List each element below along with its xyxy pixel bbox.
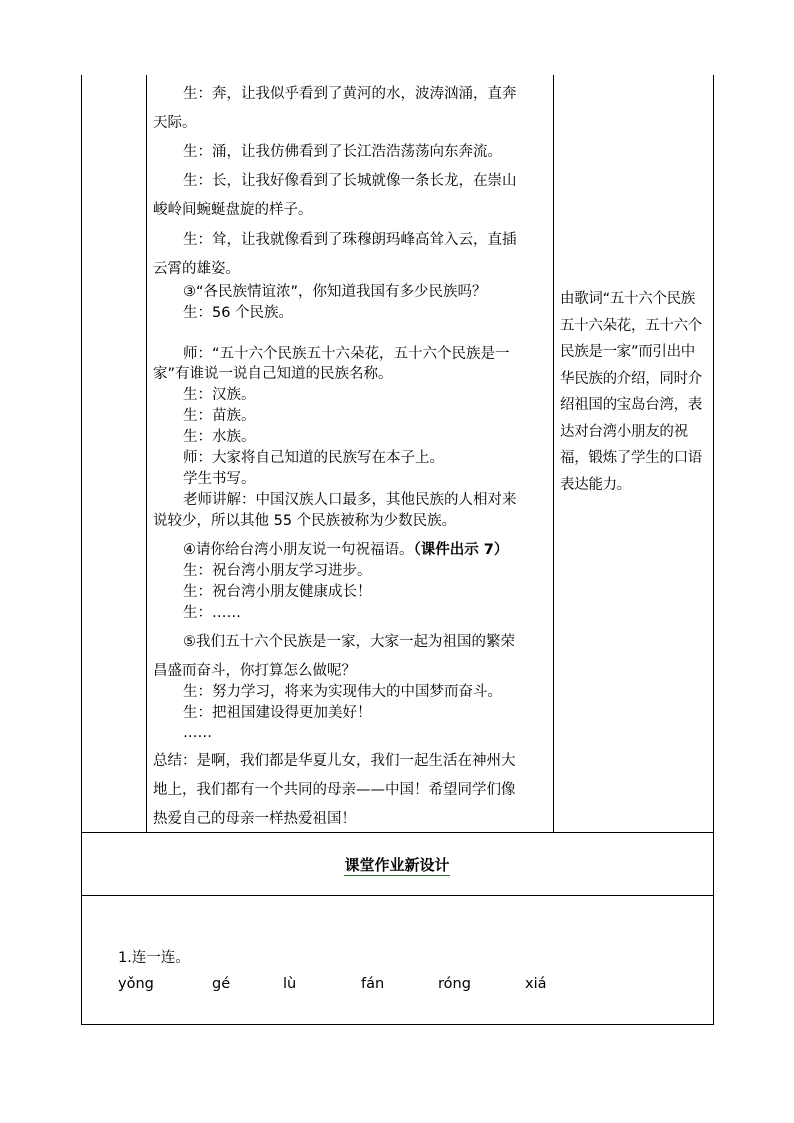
pinyin-item: xiá bbox=[525, 976, 547, 992]
lesson-line: 天际。 bbox=[153, 115, 197, 131]
note-line: 由歌词“五十六个民族 bbox=[560, 291, 696, 307]
lesson-line: 说较少，所以其他 55 个民族被称为少数民族。 bbox=[153, 513, 457, 529]
lesson-line: 生：56 个民族。 bbox=[183, 305, 294, 321]
note-line: 福，锻炼了学生的口语 bbox=[560, 450, 702, 466]
courseware-note: （课件出示 7） bbox=[413, 542, 509, 558]
section-title-text: 课堂作业新设计 bbox=[344, 856, 450, 874]
lesson-line: 老师讲解：中国汉族人口最多，其他民族的人相对来 bbox=[183, 492, 517, 508]
lesson-line: 峻岭间蜿蜒盘旋的样子。 bbox=[153, 202, 313, 218]
note-line: 绍祖国的宝岛台湾，表 bbox=[560, 397, 702, 413]
lesson-line: 生：把祖国建设得更加美好！ bbox=[183, 705, 372, 721]
lesson-line: 学生书写。 bbox=[183, 471, 256, 487]
lesson-line: 生：努力学习，将来为实现伟大的中国梦而奋斗。 bbox=[183, 684, 502, 700]
lesson-line: 生：水族。 bbox=[183, 429, 256, 445]
table-bottom-border bbox=[81, 1024, 714, 1025]
pinyin-item: róng bbox=[438, 976, 471, 992]
table-left-border bbox=[81, 75, 82, 1025]
note-line: 表达能力。 bbox=[560, 476, 631, 493]
lesson-line: 生：涌，让我仿佛看到了长江浩浩荡荡向东奔流。 bbox=[183, 144, 502, 160]
lesson-line: 生：祝台湾小朋友学习进步。 bbox=[183, 563, 372, 579]
lesson-line: 家”有谁说一说自己知道的民族名称。 bbox=[153, 366, 393, 382]
note-line: 达对台湾小朋友的祝 bbox=[560, 423, 688, 440]
lesson-line: ③“各民族情谊浓”，你知道我国有多少民族吗？ bbox=[183, 284, 487, 300]
lesson-line: 热爱自己的母亲一样热爱祖国！ bbox=[153, 811, 356, 827]
design-note bbox=[560, 286, 716, 498]
lesson-line: 师：大家将自己知道的民族写在本子上。 bbox=[183, 450, 444, 466]
lesson-line: 师：“五十六个民族五十六朵花，五十六个民族是一 bbox=[183, 346, 510, 362]
lesson-line: 生：长，让我好像看到了长城就像一条长龙，在崇山 bbox=[183, 173, 517, 189]
note-line: 华民族的介绍，同时介 bbox=[560, 370, 702, 387]
lesson-line: 总结：是啊，我们都是华夏儿女，我们一起生活在神州大 bbox=[153, 753, 516, 769]
lesson-line: 生：祝台湾小朋友健康成长！ bbox=[183, 584, 372, 600]
lesson-line: 生：苗族。 bbox=[183, 408, 256, 424]
column-divider-left bbox=[146, 75, 147, 832]
question-1: 1.连一连。 bbox=[118, 950, 190, 966]
pinyin-item: gé bbox=[212, 976, 231, 992]
pinyin-item: fán bbox=[361, 976, 385, 992]
lesson-line: 昌盛而奋斗，你打算怎么做呢？ bbox=[153, 663, 356, 679]
lesson-prompt-text: ④请你给台湾小朋友说一句祝福语。 bbox=[183, 542, 414, 558]
section-title bbox=[82, 854, 712, 875]
lesson-line: 生：耸，让我就像看到了珠穆朗玛峰高耸入云，直插 bbox=[183, 232, 517, 248]
note-line: 五十六朵花，五十六个 bbox=[560, 317, 702, 334]
lesson-line: 地上，我们都有一个共同的母亲——中国！希望同学们像 bbox=[153, 782, 516, 798]
column-divider-right bbox=[553, 75, 554, 832]
table-right-border bbox=[713, 75, 714, 1025]
lesson-line bbox=[183, 540, 508, 560]
lesson-line: 生：…… bbox=[183, 605, 241, 621]
lesson-line: 云霄的雄姿。 bbox=[153, 261, 240, 277]
row-divider-top bbox=[81, 832, 714, 833]
lesson-line: 生：奔，让我似乎看到了黄河的水，波涛汹涌，直奔 bbox=[183, 86, 517, 102]
pinyin-item: lù bbox=[283, 976, 297, 992]
lesson-line: …… bbox=[183, 725, 212, 741]
row-divider-title bbox=[81, 895, 714, 896]
lesson-line: 生：汉族。 bbox=[183, 387, 256, 403]
lesson-line: ⑤我们五十六个民族是一家，大家一起为祖国的繁荣 bbox=[183, 634, 515, 650]
pinyin-item: yǒng bbox=[118, 976, 154, 992]
note-line: 民族是一家”而引出中 bbox=[560, 344, 696, 360]
